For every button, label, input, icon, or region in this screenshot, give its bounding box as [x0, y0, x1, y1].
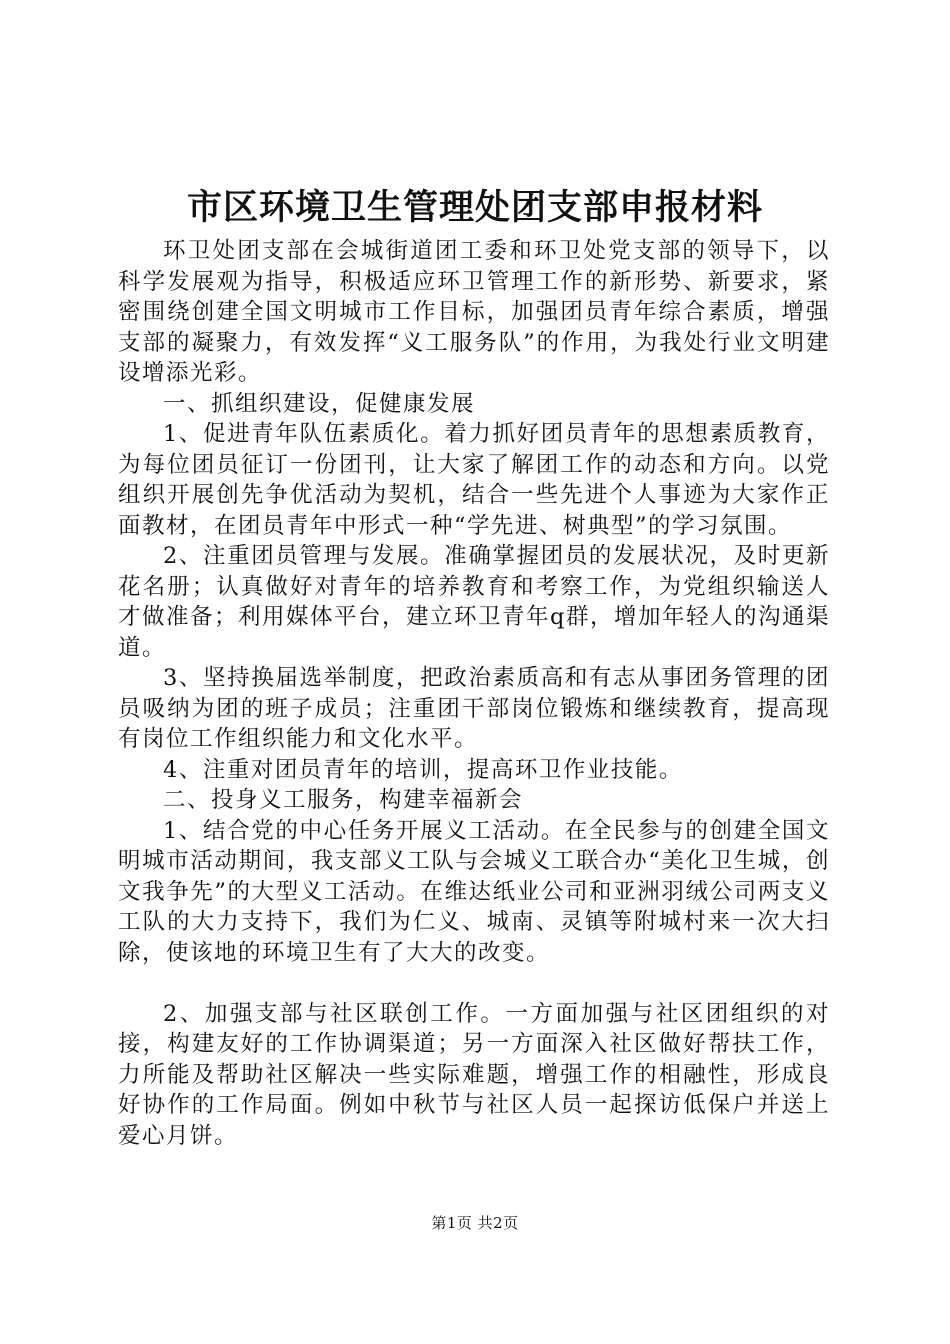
section-1-item-4: 4、注重对团员青年的培训，提高环卫作业技能。 — [163, 756, 683, 783]
document-body — [118, 236, 830, 1151]
section-heading-2: 二、投身义工服务，构建幸福新会 — [163, 787, 524, 813]
page-footer: 第1页 共2页 — [431, 1214, 519, 1232]
section-1-item-3: 3、坚持换届选举制度，把政治素质高和有志从事团务管理的团员吸纳为团的班子成员；注重团干部岗位锻炼和继续教育，提高现有岗位工作组织能力和文化水平。 — [118, 665, 830, 752]
intro-paragraph: 环卫处团支部在会城街道团工委和环卫处党支部的领导下，以科学发展观为指导，积极适应环卫管理工作的新形势、新要求，紧密围绕创建全国文明城市工作目标，加强团员青年综合素质，增强支部的凝聚力，有效发挥“义工服务队”的作用，为我处行业文明建设增添光彩。 — [118, 238, 830, 386]
section-2-item-2: 2、加强支部与社区联创工作。一方面加强与社区团组织的对接，构建友好的工作协调渠道；另一方面深入社区做好帮扶工作，力所能及帮助社区解决一些实际难题，增强工作的相融性，形成良好协作的工作局面。例如中秋节与社区人员一起探访低保户并送上爱心月饼。 — [118, 1000, 830, 1149]
section-heading-1: 一、抓组织建设，促健康发展 — [163, 390, 476, 417]
document-title: 市区环境卫生管理处团支部申报材料 — [186, 188, 763, 228]
section-1-item-1: 1、促进青年队伍素质化。着力抓好团员青年的思想素质教育，为每位团员征订一份团刊，让大家了解团工作的动态和方向。以党组织开展创先争优活动为契机，结合一些先进个人事迹为大家作正面教材，在团员青年中形式一种“学先进、树典型”的学习氛围。 — [118, 421, 830, 539]
section-1-item-2: 2、注重团员管理与发展。准确掌握团员的发展状况，及时更新花名册；认真做好对青年的培养教育和考察工作，为党组织输送人才做准备；利用媒体平台，建立环卫青年q群，增加年轻人的沟通渠道。 — [118, 543, 830, 661]
section-2-item-1: 1、结合党的中心任务开展义工活动。在全民参与的创建全国文明城市活动期间，我支部义工队与会城义工联合办“美化卫生城，创文我争先”的大型义工活动。在维达纸业公司和亚洲羽绒公司两支义工队的大力支持下，我们为仁义、城南、灵镇等附城村来一次大扫除，使该地的环境卫生有了大大的改变。 — [118, 817, 830, 966]
